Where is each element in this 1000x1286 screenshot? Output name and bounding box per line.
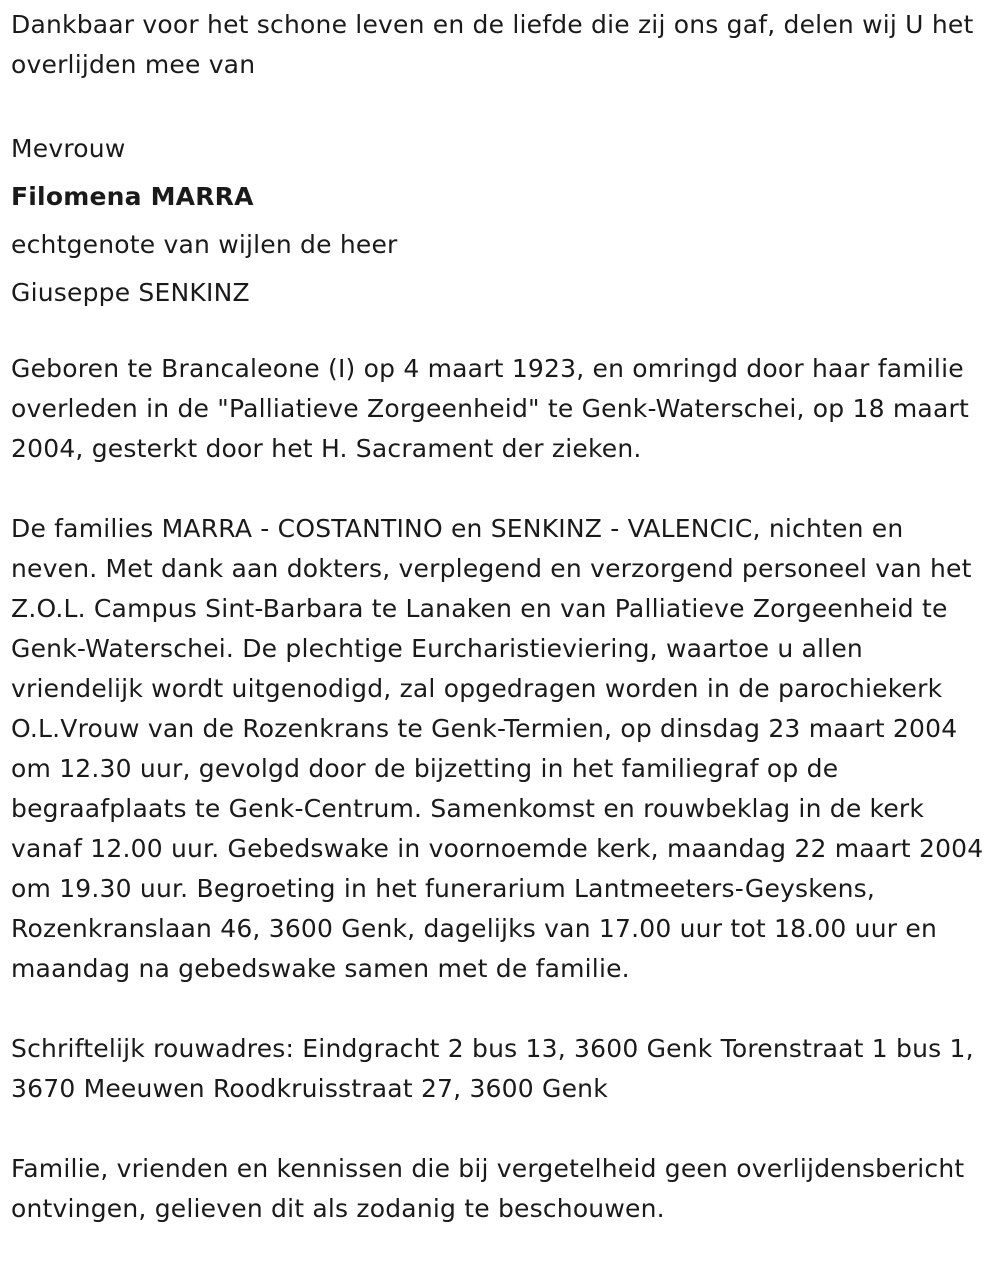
spouse-name: Giuseppe SENKINZ [11,278,250,307]
title-prefix: Mevrouw [11,134,126,163]
closing-text: Familie, vrienden en kennissen die bij vergetelheid geen overlijdensbericht ontvingen, gelieven dit als zodanig te beschouwen. [11,1154,965,1223]
spacer [11,317,988,349]
intro-text: Dankbaar voor het schone leven en de liefde die zij ons gaf, delen wij U het overlijden mee van [11,10,974,79]
spacer [11,469,988,509]
birth-death-text: Geboren te Brancaleone (I) op 4 maart 1923, en omringd door haar familie overleden in de "Palliatieve Zorgeenheid" te Genk-Waterschei, op 18 maart 2004, gesterkt door het H. Sacrament der zieken. [11,354,969,463]
mourning-address: Schriftelijk rouwadres: Eindgracht 2 bus 13, 3600 Genk Torenstraat 1 bus 1, 3670 Meeuwen Roodkruisstraat 27, 3600 Genk [11,1034,974,1103]
spacer [11,85,988,125]
deceased-name: Filomena MARRA [11,182,254,211]
families-service-text: De families MARRA - COSTANTINO en SENKINZ - VALENCIC, nichten en neven. Met dank aan dokters, verplegend en verzorgend personeel van het Z.O.L. Campus Sint-Barbara te Lanaken en van Palliatieve Zorgeenheid te Genk-Waterschei. De plechtige Eurcharistieviering, waartoe u allen vriendelijk wordt uitgenodigd, zal opgedragen worden in de parochiekerk O.L.Vrouw van de Rozenkrans te Genk-Termien, op dinsdag 23 maart 2004 om 12.30 uur, gevolgd door de bijzetting in het familiegraf op de begraafplaats te Genk-Centrum. Samenkomst en rouwbeklag in de kerk vanaf 12.00 uur. Gebedswake in voornoemde kerk, maandag 22 maart 2004 om 19.30 uur. Begroeting in het funerarium Lantmeeters-Geyskens, Rozenkranslaan 46, 3600 Genk, dagelijks van 17.00 uur tot 18.00 uur en maandag na gebedswake samen met de familie. [11,514,984,983]
spacer [11,1109,988,1149]
relation-text: echtgenote van wijlen de heer [11,230,398,259]
spacer [11,989,988,1029]
